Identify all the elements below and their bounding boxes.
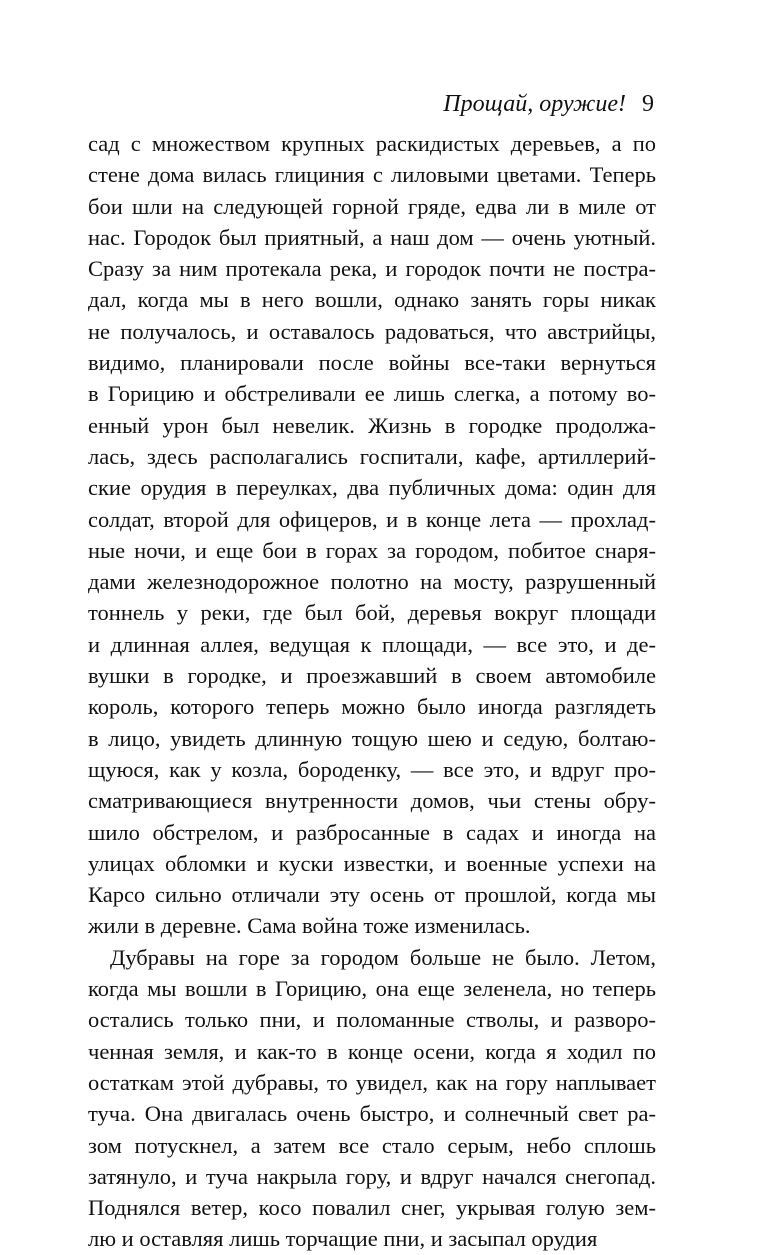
- text-line: стене дома вилась глициния с лиловыми цветами. Теперь: [88, 162, 656, 188]
- text-line: ченная земля, и как-то в конце осени, когда я ходил по: [88, 1038, 656, 1064]
- text-line: король, которого теперь можно было иногда разглядеть: [88, 694, 656, 720]
- book-title: Прощай, оружие!: [443, 91, 626, 117]
- text-line: дал, когда мы в него вошли, однако занять горы никак: [88, 287, 656, 313]
- text-line: жили в деревне. Сама война тоже изменилась.: [88, 913, 531, 939]
- text-line: сад с множеством крупных раскидистых деревьев, а по: [88, 131, 656, 156]
- text-line: в лицо, увидеть длинную тощую шею и седую, болтаю-: [88, 725, 656, 751]
- body-text: [88, 128, 656, 1255]
- text-line: не получалось, и оставалось радоваться, что австрийцы,: [88, 318, 656, 344]
- text-line: лю и оставляя лишь торчащие пни, и засыпал орудия: [88, 1226, 598, 1252]
- page-number: 9: [642, 91, 654, 117]
- text-line: улицах обломки и куски известки, и военные успехи на: [88, 850, 656, 876]
- text-line: лась, здесь располагались госпитали, кафе, артиллерий-: [88, 443, 656, 469]
- text-line: тоннель у реки, где был бой, деревья вокруг площади: [88, 600, 656, 626]
- running-header: [443, 88, 654, 120]
- text-line: когда мы вошли в Горицию, она еще зеленела, но теперь: [88, 976, 656, 1002]
- text-line: Сразу за ним протекала река, и городок почти не постра-: [88, 256, 656, 282]
- text-line: вушки в городке, и проезжавший в своем автомобиле: [88, 663, 656, 689]
- text-line: Дубравы на горе за городом больше не было. Летом,: [110, 944, 656, 970]
- text-line: енный урон был невелик. Жизнь в городке продолжа-: [88, 412, 656, 438]
- text-line: нас. Городок был приятный, а наш дом — очень уютный.: [88, 224, 656, 250]
- text-line: затянуло, и туча накрыла гору, и вдруг начался снегопад.: [88, 1163, 656, 1189]
- text-line: шило обстрелом, и разбросанные в садах и иногда на: [88, 819, 656, 845]
- text-line: остались только пни, и поломанные стволы, и разворо-: [88, 1007, 656, 1033]
- text-line: туча. Она двигалась очень быстро, и солнечный свет ра-: [88, 1101, 656, 1127]
- text-line: ные ночи, и еще бои в горах за городом, побитое снаря-: [88, 537, 656, 563]
- text-line: в Горицию и обстреливали ее лишь слегка, а потому во-: [88, 381, 656, 407]
- text-line: ские орудия в переулках, два публичных дома: один для: [88, 475, 656, 501]
- text-line: бои шли на следующей горной гряде, едва ли в миле от: [88, 193, 656, 219]
- text-line: щуюся, как у козла, бороденку, — все это, и вдруг про-: [88, 756, 656, 782]
- text-line: солдат, второй для офицеров, и в конце лета — прохлад-: [88, 506, 656, 532]
- text-line: сматривающиеся внутренности домов, чьи стены обру-: [88, 788, 656, 814]
- text-line: и длинная аллея, ведущая к площади, — все это, и де-: [88, 631, 656, 657]
- text-line: дами железнодорожное полотно на мосту, разрушенный: [88, 569, 656, 595]
- paragraph: [88, 128, 656, 942]
- text-line: видимо, планировали после войны все-таки вернуться: [88, 350, 656, 376]
- text-line: остаткам этой дубравы, то увидел, как на гору наплывает: [88, 1069, 656, 1095]
- text-line: зом потускнел, а затем все стало серым, небо сплошь: [88, 1132, 656, 1158]
- text-line: Карсо сильно отличали эту осень от прошлой, когда мы: [88, 882, 656, 908]
- text-line: Поднялся ветер, косо повалил снег, укрывая голую зем-: [88, 1195, 656, 1221]
- paragraph: [88, 942, 656, 1255]
